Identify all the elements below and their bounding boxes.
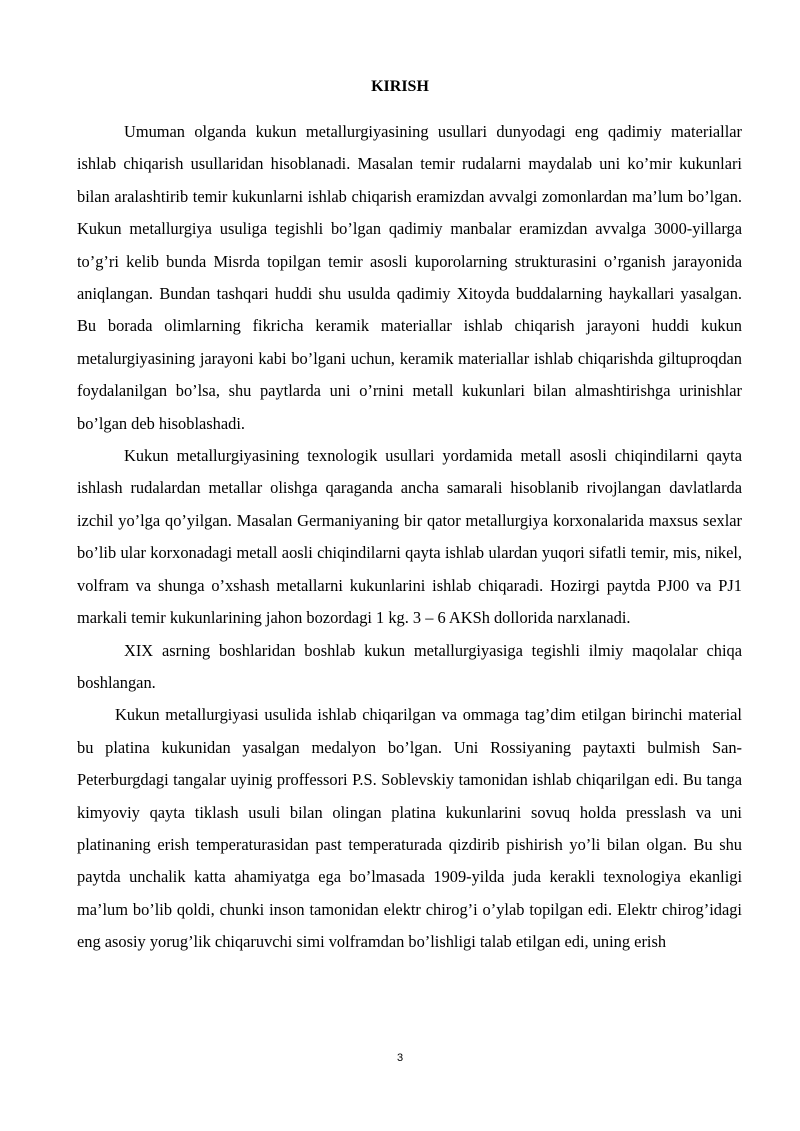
- paragraph-3: XIX asrning boshlaridan boshlab kukun metallurgiyasiga tegishli ilmiy maqolalar chiqa boshlangan.: [77, 640, 742, 692]
- document-body: [77, 116, 742, 959]
- paragraph-4: Kukun metallurgiyasi usulida ishlab chiqarilgan va ommaga tag’dim etilgan birinchi material bu platina kukunidan yasalgan medalyon bo’lgan. Uni Rossiyaning paytaxti bulmish San-Peterburgdagi tangalar uyinig proffessori P.S. Soblevskiy tamonidan ishlab chiqarilgan edi. Bu tanga kimyoviy qayta tiklash usuli bilan olingan platina kukunlarini sovuq holda presslash va uni platinaning erish temperaturasidan past temperaturada qizdirib pishirish yo’li bilan olgan. Bu shu paytda unchalik katta ahamiyatga ega bo’lmasada 1909-yilda juda kerakli texnologiya ekanligi ma’lum bo’lib qoldi, chunki inson tamonidan elektr chirog’i o’ylab topilgan edi. Elektr chirog’idagi eng asosiy yorug’lik chiqaruvchi simi volframdan bo’lishligi talab etilgan edi, uning erish: [77, 705, 742, 952]
- paragraph-2: Kukun metallurgiyasining texnologik usullari yordamida metall asosli chiqindilarni qayta ishlash rudalardan metallar olishga qaraganda ancha samarali hisoblanib rivojlangan davlatlarda izchil yo’lga qo’yilgan. Masalan Germaniyaning bir qator metallurgiya korxonalarida maxsus sexlar bo’lib ular korxonadagi metall aosli chiqindilarni qayta ishlab ulardan yuqori sifatli temir, mis, nikel, volfram va shunga o’xshash metallarni kukunlarini ishlab chiqaradi. Hozirgi paytda PJ00 va PJ1 markali temir kukunlarining jahon bozordagi 1 kg. 3 – 6 AKSh dollorida narxlanadi.: [77, 446, 742, 628]
- page-title: KIRISH: [371, 78, 429, 95]
- paragraph-1: Umuman olganda kukun metallurgiyasining usullari dunyodagi eng qadimiy materiallar ishlab chiqarish usullaridan hisoblanadi. Masalan temir rudalarni maydalab uni ko’mir kukunlari bilan aralashtirib temir kukunlarni ishlab chiqarish eramizdan avvalgi zomonlardan ma’lum bo’lgan. Kukun metallurgiya usuliga tegishli bo’lgan qadimiy manbalar eramizdan avvalga 3000-yillarga to’g’ri kelib bunda Misrda topilgan temir asosli kuporolarning strukturasini o’rganish jarayonida aniqlangan. Bundan tashqari huddi shu usulda qadimiy Xitoyda buddalarning haykallari yasalgan. Bu borada olimlarning fikricha keramik materiallar ishlab chiqarish jarayoni huddi kukun metalurgiyasining jarayoni kabi bo’lgani uchun, keramik materiallar ishlab chiqarishda giltuproqdan foydalanilgan bo’lsa, shu paytlarda uni o’rnini metall kukunlari bilan almashtirishga urinishlar bo’lgan deb hisoblashadi.: [77, 122, 742, 433]
- page-number: 3: [396, 1052, 404, 1064]
